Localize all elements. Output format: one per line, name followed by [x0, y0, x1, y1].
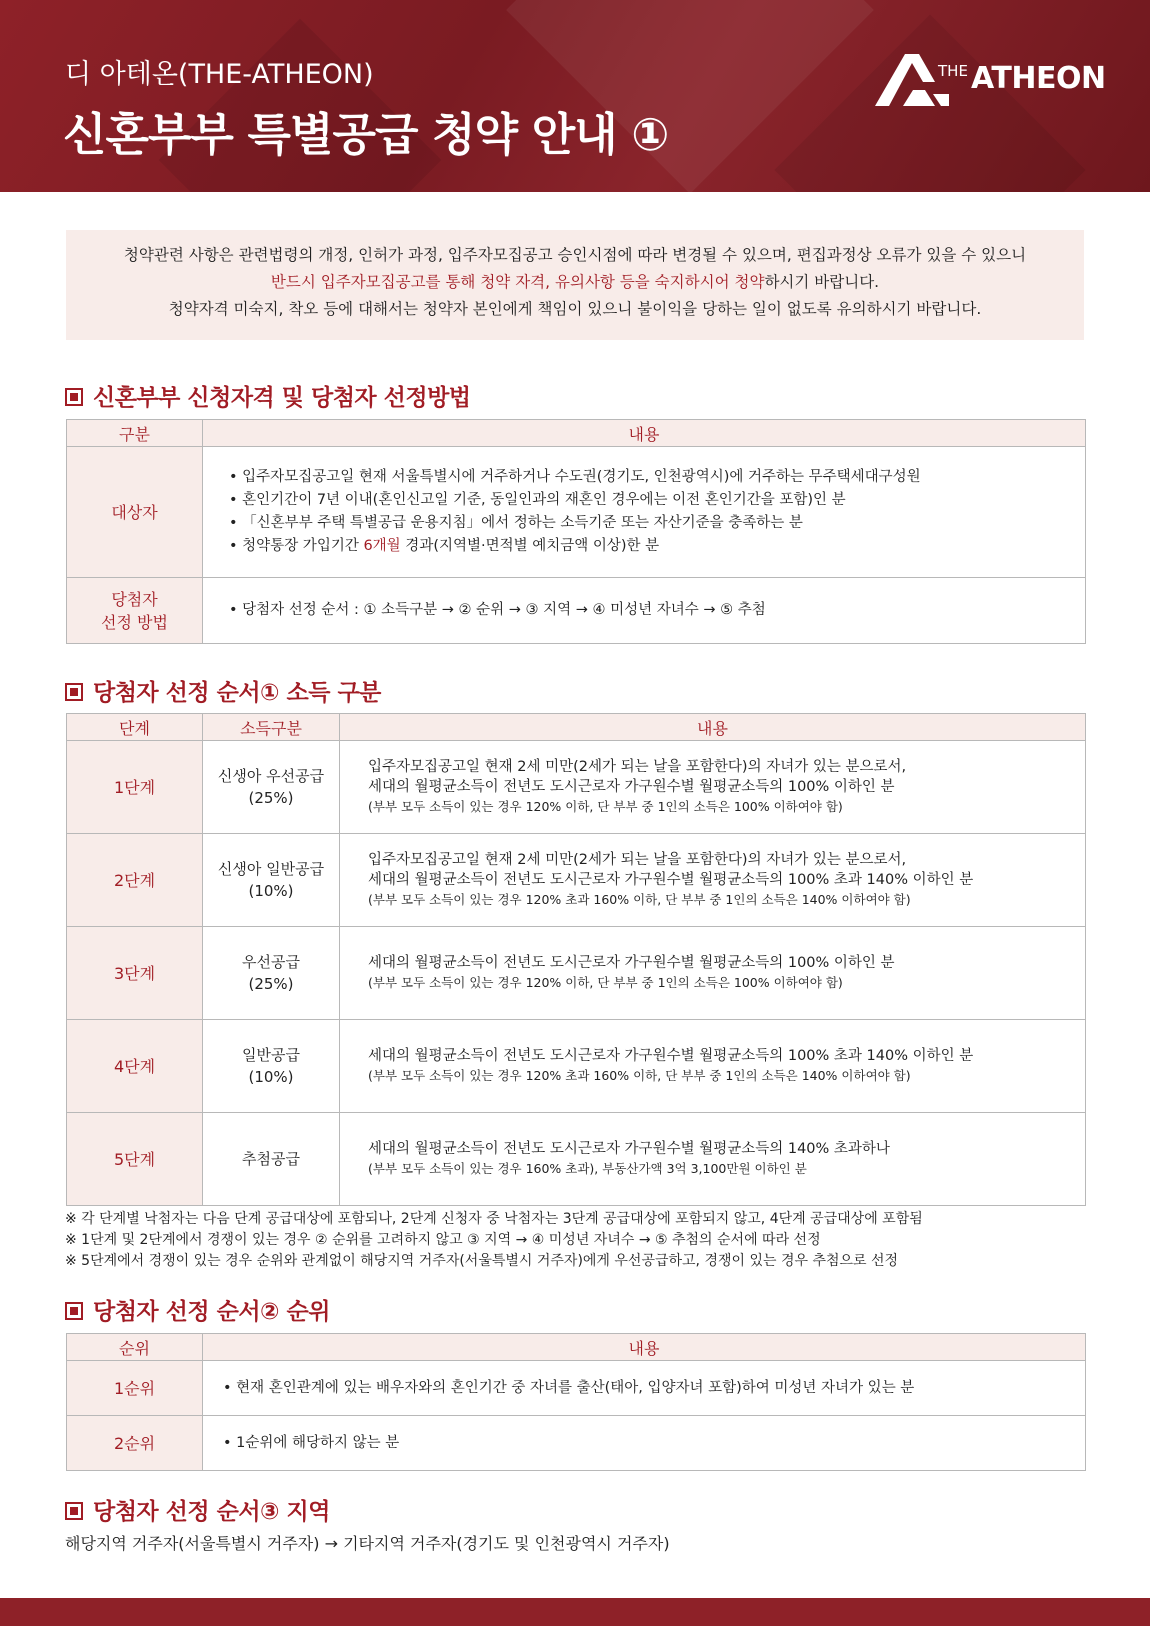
income-type-name: 우선공급	[242, 953, 300, 971]
list-item: • 입주자모집공고일 현재 서울특별시에 거주하거나 수도권(경기도, 인천광역시)에 거주하는 무주택세대구성원	[229, 466, 1085, 489]
footer-bar	[0, 1598, 1150, 1626]
region-priority-text: 해당지역 거주자(서울특별시 거주자) → 기타지역 거주자(경기도 및 인천광역시 거주자)	[65, 1534, 670, 1553]
table-row	[67, 578, 1086, 644]
header-subtitle: 디 아테온(THE-ATHEON)	[65, 59, 374, 90]
content-note: (부부 모두 소득이 있는 경우 120% 초과 160% 이하, 단 부부 중 1인의 소득은 140% 이하여야 함)	[368, 892, 911, 907]
income-type-percent: (25%)	[248, 789, 294, 807]
content-line: 세대의 월평균소득이 전년도 도시근로자 가구원수별 월평균소득의 140% 초과하나	[368, 1141, 890, 1157]
list-item-text: 경과(지역별·면적별 예치금액 이상)한 분	[400, 538, 660, 554]
list-item: • 1순위에 해당하지 않는 분	[223, 1432, 1085, 1455]
content-note: (부부 모두 소득이 있는 경우 120% 이하, 단 부부 중 1인의 소득은 100% 이하여야 함)	[368, 799, 843, 814]
column-header: 단계	[67, 714, 203, 741]
table-row	[67, 1020, 1086, 1113]
content-note: (부부 모두 소득이 있는 경우 120% 이하, 단 부부 중 1인의 소득은 100% 이하여야 함)	[368, 975, 843, 990]
page-title: 신혼부부 특별공급 청약 안내 ①	[63, 108, 669, 161]
page-header	[0, 0, 1150, 192]
content-line: 세대의 월평균소득이 전년도 도시근로자 가구원수별 월평균소득의 100% 초과 140% 이하인 분	[368, 872, 974, 888]
column-header: 내용	[203, 420, 1086, 447]
section-title-income	[65, 674, 381, 707]
income-type-percent: (25%)	[248, 975, 294, 993]
square-bullet-icon	[65, 1502, 83, 1520]
content-line: 입주자모집공고일 현재 2세 미만(2세가 되는 날을 포함한다)의 자녀가 있는 분으로서,	[368, 759, 907, 775]
section-title-text: 신혼부부 신청자격 및 당첨자 선정방법	[93, 385, 471, 411]
stage-label: 5단계	[67, 1113, 203, 1206]
column-header: 내용	[340, 714, 1086, 741]
notice-box	[66, 230, 1084, 340]
notice-highlight: 반드시 입주자모집공고를 통해 청약 자격, 유의사항 등을 숙지하시어 청약	[270, 273, 765, 291]
row-label-method	[67, 578, 203, 644]
stage-content	[340, 927, 1086, 1020]
list-item: • 「신혼부부 주택 특별공급 운용지침」에서 정하는 소득기준 또는 자산기준을 충족하는 분	[229, 512, 1085, 535]
table-header-row	[67, 714, 1086, 741]
notice-line	[66, 269, 1084, 296]
table-row	[67, 1113, 1086, 1206]
content-line: 세대의 월평균소득이 전년도 도시근로자 가구원수별 월평균소득의 100% 이하인 분	[368, 955, 895, 971]
section-title-text: 당첨자 선정 순서① 소득 구분	[93, 680, 381, 706]
section-title-text: 당첨자 선정 순서② 순위	[93, 1299, 330, 1325]
stage-label: 4단계	[67, 1020, 203, 1113]
target-content	[203, 447, 1086, 578]
income-type-percent: (10%)	[248, 1068, 294, 1086]
square-bullet-icon	[65, 683, 83, 701]
note-line: ※ 각 단계별 낙첨자는 다음 단계 공급대상에 포함되나, 2단계 신청자 중 낙첨자는 3단계 공급대상에 포함되지 않고, 4단계 공급대상에 포함됨	[65, 1211, 923, 1227]
income-type-name: 신생아 일반공급	[217, 860, 325, 878]
section-title-rank	[65, 1293, 330, 1326]
stage-label: 3단계	[67, 927, 203, 1020]
square-bullet-icon	[65, 388, 83, 406]
logo-name-text: ATHEON	[971, 61, 1106, 96]
income-type-name: 일반공급	[242, 1046, 300, 1064]
content-line: 세대의 월평균소득이 전년도 도시근로자 가구원수별 월평균소득의 100% 초과 140% 이하인 분	[368, 1048, 974, 1064]
table-row	[67, 1416, 1086, 1471]
stage-content	[340, 741, 1086, 834]
content-line: 입주자모집공고일 현재 2세 미만(2세가 되는 날을 포함한다)의 자녀가 있는 분으로서,	[368, 852, 907, 868]
list-item-text: 청약통장 가입기간	[242, 538, 364, 554]
table-row	[67, 741, 1086, 834]
row-label-line: 선정 방법	[101, 612, 168, 632]
list-item: • 당첨자 선정 순서 : ① 소득구분 → ② 순위 → ③ 지역 → ④ 미성년 자녀수 → ⑤ 추첨	[229, 599, 1085, 622]
income-notes	[65, 1209, 923, 1272]
table-header-row	[67, 1334, 1086, 1361]
note-line: ※ 1단계 및 2단계에서 경쟁이 있는 경우 ② 순위를 고려하지 않고 ③ 지역 → ④ 미성년 자녀수 → ⑤ 추첨의 순서에 따라 선정	[65, 1232, 821, 1248]
income-type	[203, 927, 340, 1020]
content-line: 세대의 월평균소득이 전년도 도시근로자 가구원수별 월평균소득의 100% 이하인 분	[368, 779, 895, 795]
income-type-name: 신생아 우선공급	[217, 767, 325, 785]
income-type-percent: (10%)	[248, 882, 294, 900]
column-header: 구분	[67, 420, 203, 447]
table-row	[67, 447, 1086, 578]
stage-label: 2단계	[67, 834, 203, 927]
income-type	[203, 1020, 340, 1113]
section-title-eligibility	[65, 379, 471, 412]
square-bullet-icon	[65, 1302, 83, 1320]
list-item	[229, 535, 1085, 558]
column-header: 소득구분	[203, 714, 340, 741]
highlight-period: 6개월	[363, 538, 401, 554]
income-type	[203, 834, 340, 927]
income-type	[203, 1113, 340, 1206]
notice-line: 청약관련 사항은 관련법령의 개정, 인허가 과정, 입주자모집공고 승인시점에 따라 변경될 수 있으며, 편집과정상 오류가 있을 수 있으니	[123, 246, 1027, 264]
table-row	[67, 834, 1086, 927]
list-item: • 혼인기간이 7년 이내(혼인신고일 기준, 동일인과의 재혼인 경우에는 이전 혼인기간을 포함)인 분	[229, 489, 1085, 512]
content-note: (부부 모두 소득이 있는 경우 160% 초과), 부동산가액 3억 3,100만원 이하인 분	[368, 1161, 807, 1176]
note-line: ※ 5단계에서 경쟁이 있는 경우 순위와 관계없이 해당지역 거주자(서울특별시 거주자)에게 우선공급하고, 경쟁이 있는 경우 추첨으로 선정	[65, 1253, 899, 1269]
rank-label: 1순위	[67, 1361, 203, 1416]
row-label-line: 당첨자	[111, 589, 158, 609]
section-title-text: 당첨자 선정 순서③ 지역	[93, 1499, 330, 1525]
notice-line-rest: 하시기 바랍니다.	[764, 273, 880, 291]
stage-content	[340, 834, 1086, 927]
row-label-target: 대상자	[67, 447, 203, 578]
logo-the-text: THE	[938, 62, 968, 80]
stage-content	[340, 1113, 1086, 1206]
table-header-row	[67, 420, 1086, 447]
atheon-logo	[875, 54, 1105, 108]
stage-label: 1단계	[67, 741, 203, 834]
table-row	[67, 1361, 1086, 1416]
table-row	[67, 927, 1086, 1020]
method-content	[203, 578, 1086, 644]
stage-content	[340, 1020, 1086, 1113]
rank-label: 2순위	[67, 1416, 203, 1471]
notice-line: 청약자격 미숙지, 착오 등에 대해서는 청약자 본인에게 책임이 있으니 불이익을 당하는 일이 없도록 유의하시기 바랍니다.	[168, 300, 982, 318]
eligibility-table	[66, 419, 1086, 644]
rank-table	[66, 1333, 1086, 1471]
section-title-region	[65, 1493, 330, 1526]
income-table	[66, 713, 1086, 1206]
list-item: • 현재 혼인관계에 있는 배우자와의 혼인기간 중 자녀를 출산(태아, 입양자녀 포함)하여 미성년 자녀가 있는 분	[223, 1377, 1085, 1400]
rank-content	[203, 1361, 1086, 1416]
column-header: 순위	[67, 1334, 203, 1361]
column-header: 내용	[203, 1334, 1086, 1361]
income-type-name: 추첨공급	[242, 1150, 300, 1168]
rank-content	[203, 1416, 1086, 1471]
income-type	[203, 741, 340, 834]
content-note: (부부 모두 소득이 있는 경우 120% 초과 160% 이하, 단 부부 중 1인의 소득은 140% 이하여야 함)	[368, 1068, 911, 1083]
